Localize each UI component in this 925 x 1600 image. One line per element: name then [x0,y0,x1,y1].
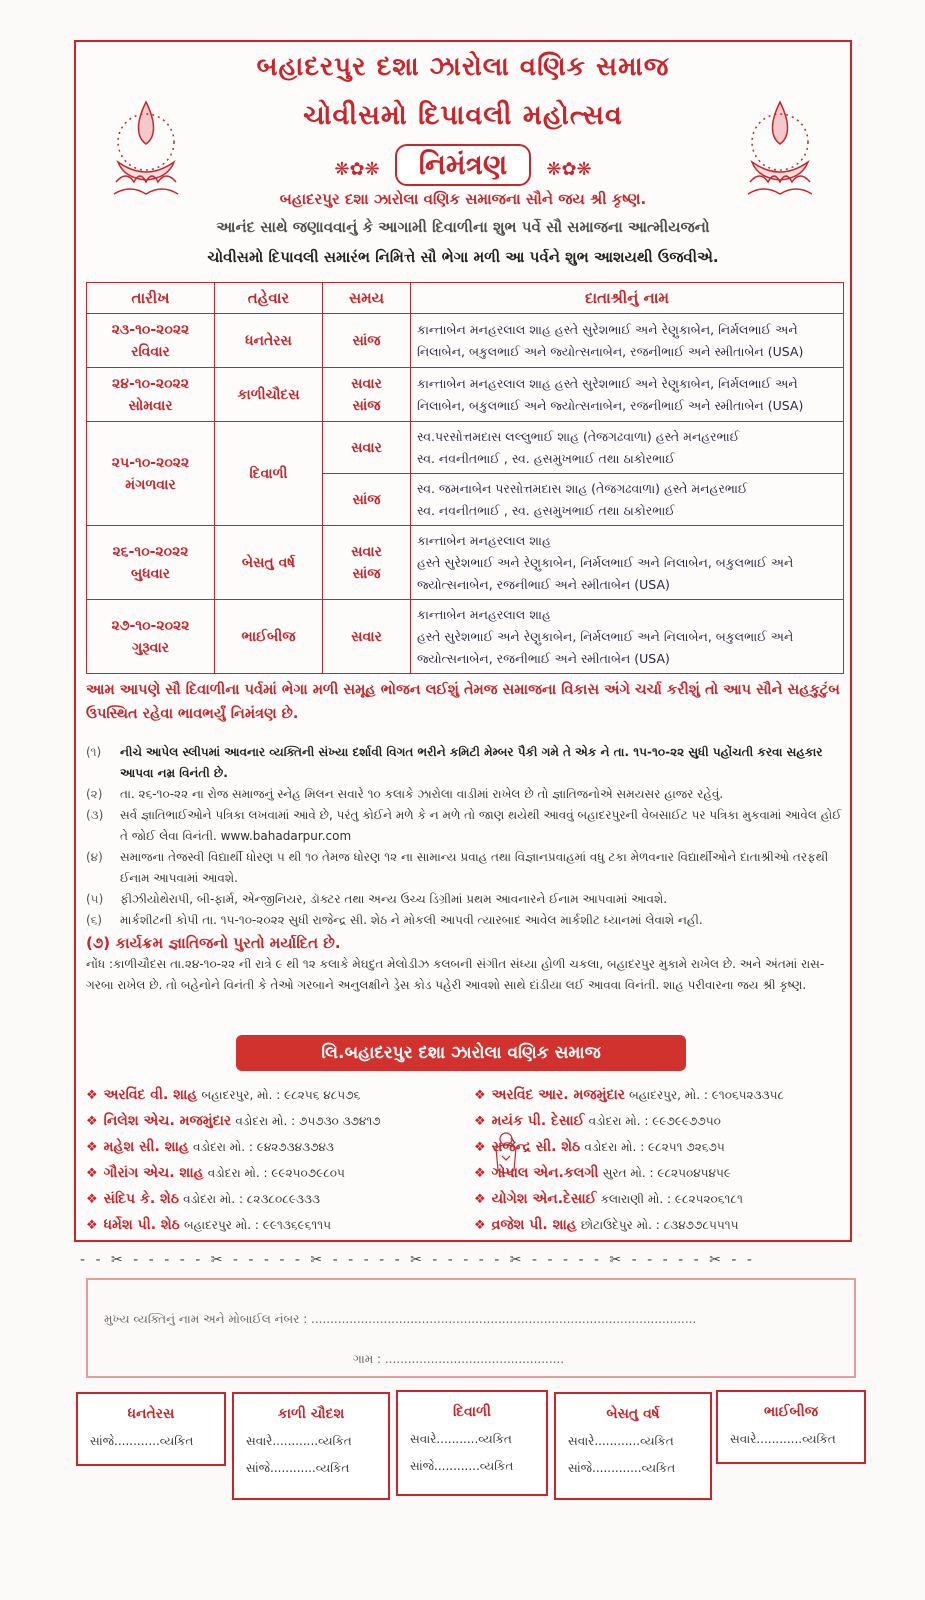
donor-cell [411,314,844,368]
rsvp-box-dhanteras [76,1392,226,1466]
weekday: સોમવાર [128,397,173,414]
greeting-line: બહાદરપુર દશા ઝારોલા વણિક સમાજના સૌને જય શ્રી કૃષ્ણ. [279,190,647,208]
list-item [86,889,846,910]
box-line[interactable]: સાંજે............વ્યકિત [246,1461,350,1475]
note-number: (૧) [86,745,102,759]
note-number: (૨) [86,787,103,801]
donor-line: સ્વ. જમનાબેન પરસોત્તમદાસ શાહ (તેજગઢવાળા) હસ્તે મનહરભાઈ [417,480,748,496]
member-contact: વડોદરા મો. : ૭૫૭૩૦ ૩૭૪૧૭ [235,1114,381,1128]
invitation-heading: નિમંત્રણ [395,144,532,186]
time: સાંજ [352,397,381,414]
note-seven: (૭) કાર્યક્રમ જ્ઞાતિજનો પુરતો મર્યાદિત છે. [86,934,341,952]
diamond-bullet-icon: ❖ [474,1218,486,1233]
note-text: ફીઝીયોથેરાપી, બી-ફાર્મ, એન્જીનિયર, ડૉક્ટર તથા અન્ય ઉચ્ચ ડિગ્રીમાં પ્રથમ આવનારને ઈનામ આપવામાં આવશે. [120,892,668,906]
diamond-bullet-icon: ❖ [86,1088,98,1103]
member-name: ગૌરાંગ એચ. શાહ [103,1165,204,1181]
date-cell [87,314,215,368]
time-cell [323,526,411,600]
deity-figure-icon [492,1130,520,1178]
box-line[interactable]: સવારે............વ્યકિત [568,1434,674,1448]
rsvp-box-diwali [396,1390,548,1496]
donor-line: હસ્તે સુરેશભાઈ અને રેણુકાબેન, નિર્મલભાઈ અને નિલાબેન, બકુલભાઈ અને [417,554,794,570]
footnote: નોંધ :કાળીચૌદસ તા.૨૪-૧૦-૨૨ ની રાત્રે ૯ થી ૧૨ કલાકે મેઘદુત મેલોડીઝ કલબની સંગીત સંધ્યા હોળી ચકલા, બહાદરપુર મુકામે રાખેલ છે. અને અંતમાં રાસ-ગરબા રાખેલ છે. તો બહેનોને વિનંતી કે તેઓ ગરબાને અનુલક્ષીને ડ્રેસ કોડ પહેરી આવશો સાથે દાંડીયા લઈ આવવા વિનંતી. શાહ પરીવારના જય શ્રી કૃષ્ણ. [86,957,825,992]
column-header: તારીખ [87,283,215,314]
festival-cell: ભાઈબીજ [215,600,323,674]
donor-cell [411,368,844,422]
weekday: મંગળવાર [125,476,176,493]
member-name: ધર્મેશ પી. શેઠ [103,1217,180,1233]
list-item [86,805,846,847]
note-text: માર્કશીટની કોપી તા. ૧૫-૧૦-૨૦૨૨ સુધી રાજેન્દ્ર સી. શેઠ ને મોકલી આપવી ત્યારબાદ આવેલ માર્કશીટ ધ્યાનમાં લેવાશે નહી. [120,913,703,927]
name-field-label[interactable]: મુખ્ય વ્યક્તિનું નામ અને મોબાઈલ નંબર : ..................................................................................................... [104,1312,697,1326]
time-cell [323,368,411,422]
member-name: મહેશ સી. શાહ [103,1139,189,1155]
donor-line: કાન્તાબેન મનહરલાલ શાહ હસ્તે સુરેશભાઈ અને રેણુકાબેન, નિર્મલભાઈ અને [417,321,798,337]
column-header: સમય [323,283,411,314]
member-contact: કલારાણી મો. : ૯૮૨૫૨૦૬૧૮૧ [600,1192,743,1206]
list-item [86,784,846,805]
notes-list [86,742,846,996]
note-number: (૪) [86,850,103,864]
member-contact: વડોદરા મો. : ૮૨૩૮૦૮૯૩૩૩ [183,1192,320,1206]
time: સાંજ [352,565,381,582]
list-item [86,1186,466,1212]
member-contact: બહાદરપુર, મો. : ૯૮૨૫૬ ૪૮૫૭૬ [201,1088,361,1102]
time: સવાર [351,543,382,560]
weekday: ગુરૂવાર [131,639,170,656]
box-title: કાળી ચૌદશ [277,1406,345,1422]
box-line[interactable]: સવારે...........વ્યકિત [410,1432,512,1446]
box-title: ભાઈબીજ [764,1404,818,1420]
member-contact: વડોદરા મો. : ૯૯૭૯૯૭૭૫૦ [588,1114,721,1128]
time-cell: સવાર [323,422,411,474]
header-title: બહાદરપુર દશા ઝારોલા વણિક સમાજ [256,52,670,82]
list-item [474,1212,854,1238]
box-line[interactable]: સાંજે............વ્યકિત [90,1434,194,1448]
box-title: દિવાળી [452,1404,492,1420]
date: ૨૪-૧૦-૨૦૨૨ [112,375,189,392]
donor-line: જ્યોત્સનાબેન, રજનીભાઈ અને સ્મીતાબેન (USA) [417,650,670,666]
note-text: નીચે આપેલ સ્લીપમાં આવનાર વ્યક્તિની સંખ્યા દર્શાવી વિગત ભરીને કમિટી મેમ્બર પૈકી ગમે તે એક ને તા. ૧૫-૧૦-૨૨ સુધી પહોંચતી કરવા સહકાર આપવા નમ્ર વિનંતી છે. [120,745,823,780]
member-name: મયંક પી. દેસાઈ [491,1113,585,1129]
list-item [86,847,846,889]
weekday: બુધવાર [130,565,171,582]
date: ૨૫-૧૦-૨૦૨૨ [111,454,190,471]
invitation-heading-row [76,144,850,186]
rsvp-box-besatu-varsh [554,1392,712,1500]
cut-line: - - ✂ - - - - - ✂ - - - - - ✂ - - - - - ✂ - - - - - ✂ - - - - - ✂ - - - - - ✂ - - [80,1252,755,1268]
date-cell [87,600,215,674]
rsvp-box-bhaibij [716,1390,866,1464]
member-name: અરવિંદ આર. મજમુંદાર [491,1087,625,1103]
table-row [87,526,844,600]
list-item [86,1212,466,1238]
note-text: સર્વ જ્ઞાતિભાઈઓને પત્રિકા લખવામાં આવે છે, પરંતુ કોઈને મળે કે ન મળે તો જાણ થયેથી આવવું બહાદરપુરની વેબસાઈટ પર પત્રિકા મુકવામાં આવેલ હોઈ તે જોઈ લેવા વિનંતી. www.bahadarpur.com [120,808,842,843]
diamond-bullet-icon: ❖ [86,1166,98,1181]
list-item [86,1108,466,1134]
header-subtitle: ચોવીસમો દિપાવલી મહોત્સવ [303,100,623,131]
diamond-bullet-icon: ❖ [474,1166,486,1181]
members-right-column [474,1082,854,1238]
table-header-row [87,283,844,314]
invitation-card [74,40,852,1242]
donor-line: કાન્તાબેન મનહરલાલ શાહ [417,606,551,622]
box-line[interactable]: સવારે............વ્યકિત [246,1434,352,1448]
signatory-banner: લિ.બહાદરપુર દશા ઝારોલા વણિક સમાજ [236,1035,686,1071]
donor-cell [411,474,844,526]
note-number: (૬) [86,913,103,927]
member-contact: સુરત મો. : ૯૮૨૫૦૪૫૪૫૯ [602,1166,731,1180]
note-number: (૫) [86,892,104,906]
donor-line: નિલાબેન, બકુલભાઈ અને જ્યોત્સનાબેન, રજનીભાઈ અને સ્મીતાબેન (USA) [417,343,804,359]
diamond-bullet-icon: ❖ [474,1192,486,1207]
rsvp-slip [86,1278,856,1378]
time-cell: સવાર [323,600,411,674]
diamond-bullet-icon: ❖ [86,1140,98,1155]
donor-line: નિલાબેન, બકુલભાઈ અને જ્યોત્સનાબેન, રજનીભાઈ અને સ્મીતાબેન (USA) [417,397,804,413]
weekday: રવિવાર [131,343,170,360]
list-item [474,1160,854,1186]
member-contact: બહાદરપુર મો. : ૯૯૧૩૬૯૬૧૧૫ [183,1218,332,1232]
donor-cell [411,526,844,600]
donor-line: હસ્તે સુરેશભાઈ અને રેણુકાબેન, નિર્મલભાઈ અને નિલાબેન, બકુલભાઈ અને [417,628,794,644]
intro-line: ચોવીસમો દિપાવલી સમારંભ નિમિત્તે સૌ ભેગા મળી આ પર્વને શુભ આશયથી ઉજવીએ. [207,248,719,266]
column-header: દાતાશ્રીનું નામ [411,283,844,314]
diamond-bullet-icon: ❖ [86,1192,98,1207]
box-title: બેસતુ વર્ષ [606,1406,660,1422]
diamond-bullet-icon: ❖ [86,1218,98,1233]
member-name: ગોપાલ એન.કલગી [491,1165,599,1181]
donor-line: સ્વ. નવનીતભાઈ , સ્વ. હસમુખભાઈ તથા ઠાકોરભાઈ [417,502,675,518]
column-header: તહેવાર [215,283,323,314]
note-number: (૩) [86,808,104,822]
list-item [86,1134,466,1160]
donor-line: સ્વ.પરસોત્તમદાસ લલ્લુભાઈ શાહ (તેજગઢવાળા) હસ્તે મનહરભાઈ [417,428,740,444]
member-contact: વડોદરા મો. : ૯૮૨૫૧ ૭૨૬૭૫ [584,1140,725,1154]
donor-line: સ્વ. નવનીતભાઈ , સ્વ. હસમુખભાઈ તથા ઠાકોરભાઈ [417,450,675,466]
time-cell: સાંજ [323,314,411,368]
donor-line: કાન્તાબેન મનહરલાલ શાહ [417,532,551,548]
date-cell [87,368,215,422]
member-name: અરવિંદ વી. શાહ [103,1087,198,1103]
table-row [87,314,844,368]
member-contact: વડોદરા મો. : ૯૪૨૭૩૪૩૭૪૩ [193,1140,334,1154]
list-item [86,910,846,931]
box-line[interactable]: સાંજે.............વ્યકિત [568,1461,676,1475]
date: ૨૭-૧૦-૨૦૨૨ [111,617,190,634]
festival-cell: ધનતેરસ [215,314,323,368]
festival-cell: દિવાળી [215,422,323,526]
festival-cell: કાળીચૌદસ [215,368,323,422]
schedule-table [86,282,844,674]
member-contact: બહાદરપુર, મો. : ૯૧૦૬૫૨૩૩૫૮ [629,1088,785,1102]
list-item [474,1082,854,1108]
members-left-column [86,1082,466,1238]
list-item [86,1082,466,1108]
box-line[interactable]: સવારે............વ્યકિત [730,1432,836,1446]
rsvp-box-kali-chaudas [232,1392,390,1500]
donor-cell [411,422,844,474]
date: ૨૩-૧૦-૨૦૨૨ [111,321,190,338]
time: સવાર [351,375,382,392]
donor-cell [411,600,844,674]
box-title: ધનતેરસ [127,1406,175,1422]
member-contact: વડોદરા મો. : ૯૯૨૫૦૭૯૮૦૫ [207,1166,345,1180]
list-item [86,1160,466,1186]
donor-line: જ્યોત્સનાબેન, રજનીભાઈ અને સ્મીતાબેન (USA) [417,576,670,592]
list-item [474,1186,854,1212]
flower-ornament-icon: ❋✿❋ [546,159,592,180]
note-text: સમાજના તેજસ્વી વિદ્યાર્થી ધોરણ ૫ થી ૧૦ તેમજ ધોરણ ૧૨ ના સામાન્ય પ્રવાહ તથા વિજ્ઞાનપ્રવાહમાં વધુ ટકા મેળવનાર વિદ્યાર્થીઓને દાતાશ્રીઓ તરફથી ઈનામ આપવામાં આવશે. [120,850,829,885]
diamond-bullet-icon: ❖ [86,1114,98,1129]
festival-cell: બેસતુ વર્ષ [215,526,323,600]
table-row [87,368,844,422]
member-contact: છોટાઉદેપુર મો. : ૮૩૪૭૭૮૫૫૧૫ [580,1218,739,1232]
table-row [87,422,844,474]
diamond-bullet-icon: ❖ [474,1088,486,1103]
invite-paragraph: આમ આપણે સૌ દિવાળીના પર્વમાં ભેગા મળી સમૂહ ભોજન લઈશું તેમજ સમાજના વિકાસ અંગે ચર્ચા કરીશું તો આપ સૌને સહકુટુંબ ઉપસ્થિત રહેવા ભાવભર્યું નિમંત્રણ છે. [86,682,840,722]
diamond-bullet-icon: ❖ [474,1140,486,1155]
list-item [474,1108,854,1134]
member-name: યોગેશ એન.દેસાઈ [491,1191,597,1207]
date-cell [87,422,215,526]
flower-ornament-icon: ❋✿❋ [334,159,380,180]
box-line[interactable]: સાંજે............વ્યકિત [410,1459,514,1473]
list-item [474,1134,854,1160]
member-name: નિલેશ એચ. મજમુંદાર [103,1113,232,1129]
list-item [86,742,846,784]
diamond-bullet-icon: ❖ [474,1114,486,1129]
date: ૨૬-૧૦-૨૦૨૨ [112,543,189,560]
member-name: સંદિપ કે. શેઠ [103,1191,179,1207]
intro-line: આનંદ સાથે જણાવવાનું કે આગામી દિવાળીના શુભ પર્વે સૌ સમાજના આત્મીયજનો [216,218,710,236]
date-cell [87,526,215,600]
member-name: વ્રજેશ પી. શાહ [491,1217,577,1233]
time-cell: સાંજ [323,474,411,526]
note-text: તા. ૨૬-૧૦-૨૨ ના રોજ સમાજનું સ્નેહ મિલન સવારે ૧૦ કલાકે ઝારોલા વાડીમાં રાખેલ છે તો જ્ઞાતિજનોએ સમયસર હાજર રહેવું. [120,787,724,801]
donor-line: કાન્તાબેન મનહરલાલ શાહ હસ્તે સુરેશભાઈ અને રેણુકાબેન, નિર્મલભાઈ અને [417,375,798,391]
table-row [87,600,844,674]
member-name: રાજેન્દ્ર સી. શેઠ [491,1139,581,1155]
village-field-label[interactable]: ગામ : ............................................... [353,1352,565,1366]
